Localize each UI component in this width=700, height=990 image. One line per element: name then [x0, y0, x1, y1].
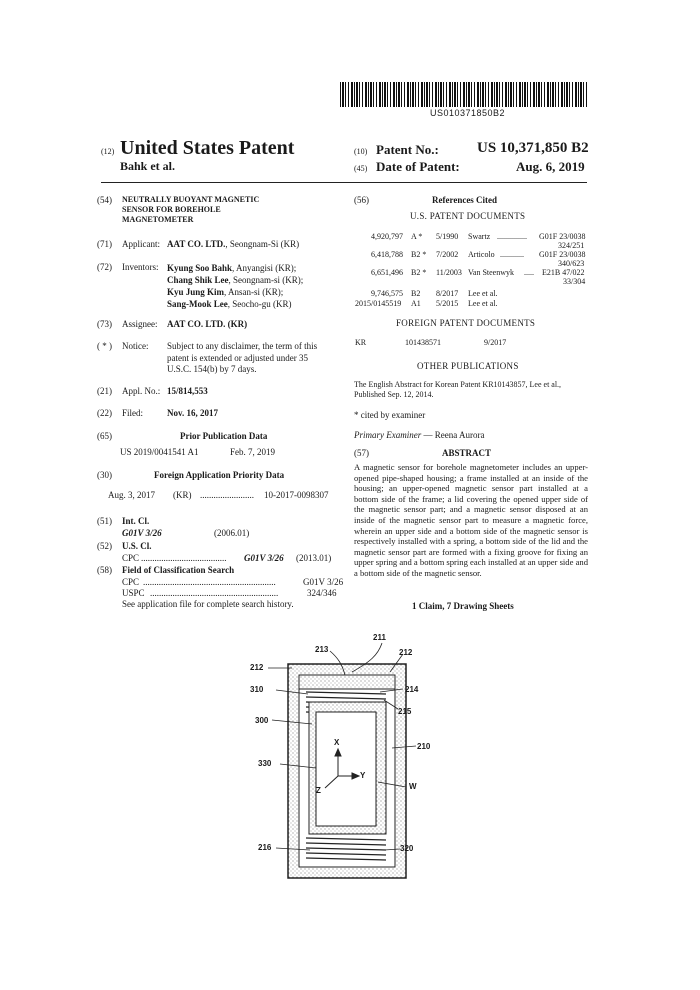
field-21-code: (21)	[97, 386, 112, 396]
code-45: (45)	[354, 164, 368, 173]
ref-211: 211	[373, 633, 386, 642]
ref-number: 6,651,496	[371, 268, 403, 277]
foreign-ref-date: 9/2017	[484, 338, 507, 347]
inventor-location: , Seocho-gu (KR)	[227, 299, 292, 309]
ref-216: 216	[258, 843, 272, 852]
other-pub-line: Published Sep. 12, 2014.	[354, 390, 434, 399]
field-51-code: (51)	[97, 516, 112, 526]
ref-330: 330	[258, 759, 272, 768]
ref-kind: B2	[411, 289, 421, 298]
applicant-label: Applicant:	[122, 239, 160, 249]
ref-date: 7/2002	[436, 250, 459, 259]
field-search-note: See application file for complete search history.	[122, 599, 294, 609]
prior-publication-title: Prior Publication Data	[180, 431, 268, 441]
field-54-code: (54)	[97, 195, 112, 205]
ref-name: Lee et al.	[468, 289, 498, 298]
priority-country: (KR)	[173, 490, 192, 500]
field-58-code: (58)	[97, 565, 112, 575]
ref-name: Articolo	[468, 250, 495, 259]
ref-class: G01F 23/0038	[539, 250, 586, 259]
ref-213: 213	[315, 645, 329, 654]
applicant-location: , Seongnam-Si (KR)	[225, 239, 300, 249]
inventor-location: , Seongnam-si (KR);	[228, 275, 304, 285]
us-cl-dots: ......................................	[141, 553, 227, 563]
date-of-patent-label: Date of Patent:	[376, 159, 460, 174]
assignee: AAT CO. LTD. (KR)	[167, 319, 248, 329]
ref-dots: .....	[524, 268, 534, 277]
field-52-code: (52)	[97, 541, 112, 551]
filed-date: Nov. 16, 2017	[167, 408, 219, 418]
field-72-code: (72)	[97, 262, 112, 272]
ref-number: 9,746,575	[371, 289, 403, 298]
prior-publication-date: Feb. 7, 2019	[230, 447, 275, 457]
other-pubs-title: OTHER PUBLICATIONS	[417, 361, 519, 371]
ref-date: 11/2003	[436, 268, 462, 277]
barcode-number: US010371850B2	[430, 108, 506, 118]
ref-date: 5/1990	[436, 232, 459, 241]
abstract-title: ABSTRACT	[442, 448, 492, 458]
axis-x-label: X	[334, 738, 340, 747]
foreign-priority-title: Foreign Application Priority Data	[154, 470, 285, 480]
priority-dots: ........................	[200, 490, 254, 500]
ref-class: E21B 47/022	[542, 268, 585, 277]
appl-no: 15/814,553	[167, 386, 208, 396]
title-line: SENSOR FOR BOREHOLE	[122, 205, 221, 214]
patent-number: US 10,371,850 B2	[477, 140, 589, 156]
priority-number: 10-2017-0098307	[264, 490, 329, 500]
examiner-name: — Reena Aurora	[421, 430, 485, 440]
ref-212-left: 212	[250, 663, 264, 672]
examiner-label: Primary Examiner	[354, 430, 422, 440]
inventors-short: Bahk et al.	[120, 159, 176, 173]
ref-320: 320	[400, 844, 414, 853]
ref-number: 6,418,788	[371, 250, 403, 259]
axis-y-label: Y	[360, 771, 366, 780]
inventors-label: Inventors:	[122, 262, 159, 272]
us-cl-label: U.S. Cl.	[122, 541, 152, 551]
document-title: United States Patent	[120, 137, 295, 159]
foreign-ref-country: KR	[355, 338, 367, 347]
ref-date: 5/2015	[436, 299, 459, 308]
ref-number: 2015/0145519	[355, 299, 402, 308]
ref-date: 8/2017	[436, 289, 459, 298]
inventor-location: , Ansan-si (KR);	[224, 287, 284, 297]
sensor-330	[316, 712, 376, 826]
title-line: MAGNETOMETER	[122, 215, 194, 224]
code-12: (12)	[101, 147, 115, 156]
applicant-name: AAT CO. LTD.	[167, 239, 226, 249]
axis-z-label: Z	[316, 786, 321, 795]
us-cl-class: G01V 3/26	[244, 553, 284, 563]
field-22-code: (22)	[97, 408, 112, 418]
inventor-name: Chang Shik Lee	[167, 275, 229, 285]
field-65-code: (65)	[97, 431, 112, 441]
filed-label: Filed:	[122, 408, 144, 418]
ref-310: 310	[250, 685, 264, 694]
references-title: References Cited	[432, 195, 498, 205]
abstract-text: A magnetic sensor for borehole magnetometer includes an upper-opened pipe-shaped housing; a frame installed at an inside of the housing; an upper-opened magnetic sensor part installed at a bottom side of the frame; a lid covering the opened upper side of the magnetic sensor part; and a magnetic sensor disposed at an inside of the magnetic sensor part to measure a magnetic force, wherein an upper side and a bottom side of the magnetic sensor is respectively installed with a spring, a bottom side of the lid and the magnetic sensor part are formed with a fixing groove for fixing an upper spring and a bottom spring each installed at an upper side and a bottom side of the magnetic sensor.	[354, 462, 588, 578]
field-57-code: (57)	[354, 448, 369, 458]
ref-name: Lee et al.	[468, 299, 498, 308]
inventor-name: Sang-Mook Lee	[167, 299, 228, 309]
ref-class: G01F 23/0038	[539, 232, 586, 241]
int-cl-date: (2006.01)	[214, 528, 250, 538]
field-71-code: (71)	[97, 239, 112, 249]
notice-line: Subject to any disclaimer, the term of this	[167, 341, 318, 351]
ref-kind: B2 *	[411, 250, 427, 259]
field-73-code: (73)	[97, 319, 112, 329]
field-search-uspc-dots: .........................................................	[150, 588, 279, 598]
field-search-cpc-dots: ...........................................................	[143, 577, 276, 587]
title-line: NEUTRALLY BUOYANT MAGNETIC	[122, 195, 260, 204]
field-search-uspc-label: USPC	[122, 588, 145, 598]
inventor-name: Kyung Soo Bahk	[167, 263, 233, 273]
ref-dots: ...............	[497, 232, 527, 241]
field-56-code: (56)	[354, 195, 369, 205]
ref-215: 215	[398, 707, 412, 716]
field-search-uspc-value: 324/346	[307, 588, 337, 598]
ref-class-secondary: 340/623	[558, 259, 585, 268]
ref-kind: B2 *	[411, 268, 427, 277]
field-search-label: Field of Classification Search	[122, 565, 235, 575]
field-search-cpc-value: G01V 3/26	[303, 577, 344, 587]
ref-kind: A1	[411, 299, 421, 308]
notice-label: Notice:	[122, 341, 149, 351]
lid-213	[299, 675, 395, 689]
foreign-ref-number: 101438571	[405, 338, 441, 347]
us-cl-date: (2013.01)	[296, 553, 332, 563]
us-cl-cpc-label: CPC	[122, 553, 140, 563]
ref-dots: ............	[500, 250, 524, 259]
date-of-patent: Aug. 6, 2019	[516, 159, 585, 174]
ref-214: 214	[405, 685, 419, 694]
ref-number: 4,920,797	[371, 232, 403, 241]
appl-no-label: Appl. No.:	[122, 386, 161, 396]
other-pub-line: The English Abstract for Korean Patent KR10143857, Lee et al.,	[354, 380, 562, 389]
ref-class-secondary: 33/304	[563, 277, 586, 286]
claims-summary: 1 Claim, 7 Drawing Sheets	[412, 601, 514, 611]
cited-by-examiner: * cited by examiner	[354, 410, 426, 420]
code-10: (10)	[354, 147, 368, 156]
us-docs-title: U.S. PATENT DOCUMENTS	[410, 211, 526, 221]
ref-w: W	[409, 782, 417, 791]
inventor-name: Kyu Jung Kim	[167, 287, 225, 297]
field-search-cpc-label: CPC	[122, 577, 140, 587]
assignee-label: Assignee:	[122, 319, 158, 329]
ref-212-right: 212	[399, 648, 413, 657]
notice-line: patent is extended or adjusted under 35	[167, 352, 308, 363]
priority-date: Aug. 3, 2017	[108, 490, 155, 500]
field-30-code: (30)	[97, 470, 112, 480]
prior-publication-number: US 2019/0041541 A1	[120, 447, 199, 457]
int-cl-class: G01V 3/26	[122, 528, 162, 538]
int-cl-label: Int. Cl.	[122, 516, 150, 526]
ref-210: 210	[417, 742, 431, 751]
ref-class-secondary: 324/251	[558, 241, 585, 250]
notice-line: U.S.C. 154(b) by 7 days.	[167, 364, 257, 374]
inventor-location: , Anyangisi (KR);	[232, 263, 297, 273]
ref-300: 300	[255, 716, 269, 725]
foreign-docs-title: FOREIGN PATENT DOCUMENTS	[396, 318, 536, 328]
ref-kind: A *	[411, 232, 423, 241]
ref-name: Van Steenwyk	[468, 268, 514, 277]
patent-no-label: Patent No.:	[376, 142, 439, 157]
ref-name: Swartz	[468, 232, 491, 241]
notice-code: ( * )	[97, 341, 112, 351]
